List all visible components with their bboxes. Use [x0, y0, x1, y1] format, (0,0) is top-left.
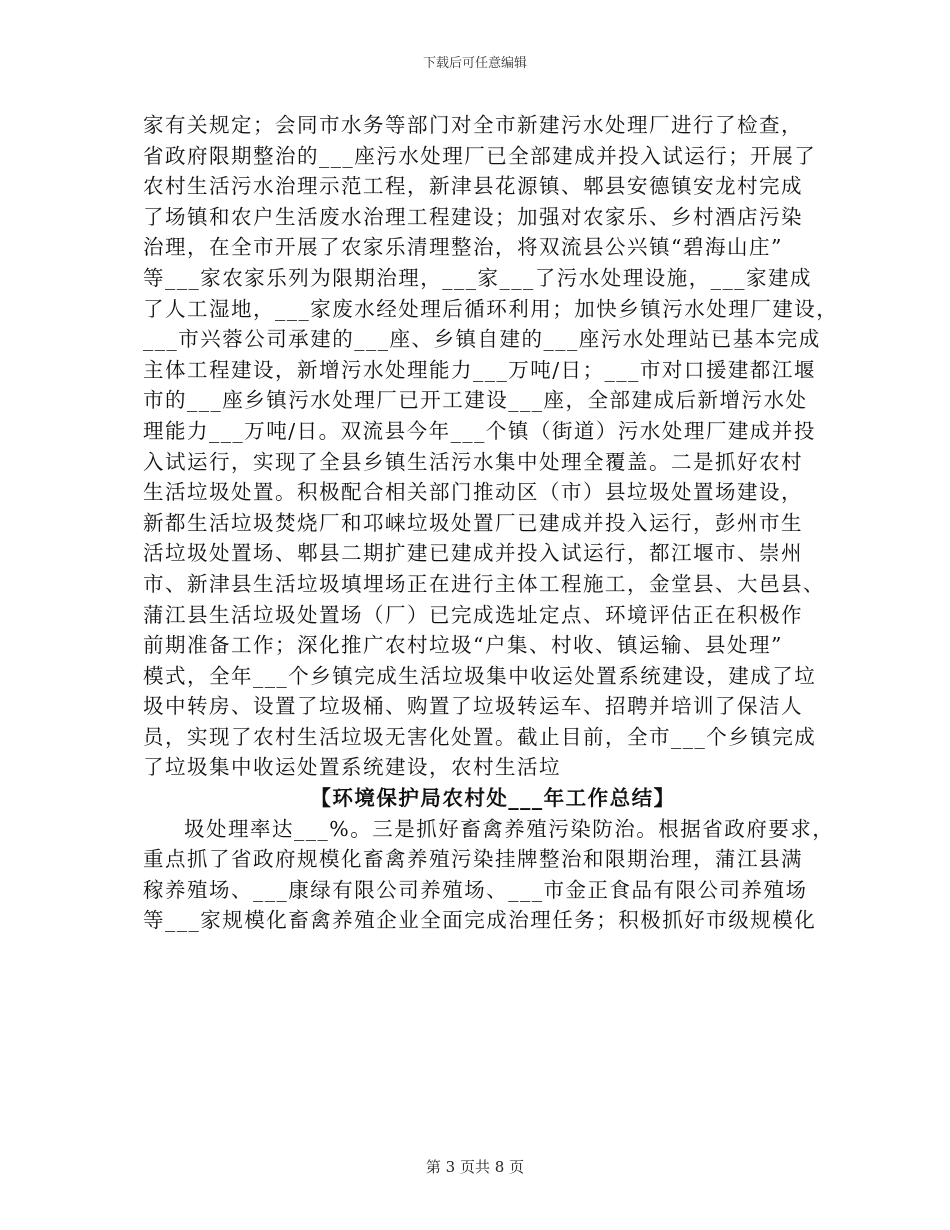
- body-line: 了垃圾集中收运处置系统建设，农村生活垃: [143, 755, 561, 780]
- page-header: 下载后可任意编辑: [422, 56, 527, 71]
- body-line: 入试运行，实现了全县乡镇生活污水集中处理全覆盖。二是抓好农村: [143, 449, 803, 474]
- body-line: 圾中转房、设置了垃圾桶、购置了垃圾转运车、招聘并培训了保洁人: [143, 694, 803, 719]
- body-line: 活垃圾处置场、郫县二期扩建已建成并投入试运行，都江堰市、崇州: [143, 541, 803, 566]
- page-footer: 第 3 页共 8 页: [425, 1158, 525, 1176]
- body-line: ___市兴蓉公司承建的___座、乡镇自建的___座污水处理站已基本完成: [143, 327, 821, 352]
- body-line: 农村生活污水治理示范工程，新津县花源镇、郫县安德镇安龙村完成: [143, 174, 803, 199]
- document-body: [143, 110, 839, 936]
- body-line: 圾处理率达___%。三是抓好畜禽养殖污染防治。根据省政府要求，: [184, 816, 835, 841]
- body-line: 员，实现了农村生活垃圾无害化处置。截止目前，全市___个乡镇完成: [143, 724, 817, 749]
- body-line: 了人工湿地，___家废水经处理后循环利用；加快乡镇污水处理厂建设，: [143, 296, 839, 321]
- body-line: 了场镇和农户生活废水治理工程建设；加强对农家乐、乡村酒店污染: [143, 204, 803, 229]
- body-line: 等___家规模化畜禽养殖企业全面完成治理任务；积极抓好市级规模化: [143, 908, 817, 933]
- body-line: 等___家农家乐列为限期治理，___家___了污水处理设施，___家建成: [143, 265, 812, 290]
- body-line: 生活垃圾处置。积极配合相关部门推动区（市）县垃圾处置场建设，: [143, 480, 803, 505]
- body-line: 市、新津县生活垃圾填埋场正在进行主体工程施工，金堂县、大邑县、: [143, 571, 825, 596]
- body-line: 重点抓了省政府规模化畜禽养殖污染挂牌整治和限期治理，蒲江县满: [143, 847, 803, 872]
- body-line: 新都生活垃圾焚烧厂和邛崃垃圾处置厂已建成并投入运行，彭州市生: [143, 510, 803, 535]
- section-heading: 【环境保护局农村处___年工作总结】: [310, 786, 676, 811]
- body-line: 模式，全年___个乡镇完成生活垃圾集中收运处置系统建设，建成了垃: [143, 663, 817, 688]
- body-line: 前期准备工作；深化推广农村垃圾“户集、村收、镇运输、县处理”: [143, 633, 783, 658]
- body-line: 市的___座乡镇污水处理厂已开工建设___座，全部建成后新增污水处: [143, 388, 808, 413]
- body-line: 家有关规定；会同市水务等部门对全市新建污水处理厂进行了检查，: [143, 113, 803, 137]
- body-line: 稼养殖场、___康绿有限公司养殖场、___市金正食品有限公司养殖场: [143, 877, 808, 902]
- body-line: 治理，在全市开展了农家乐清理整治，将双流县公兴镇“碧海山庄”: [143, 235, 783, 260]
- body-line: 蒲江县生活垃圾处置场（厂）已完成选址定点、环境评估正在积极作: [143, 602, 803, 627]
- body-line: 省政府限期整治的___座污水处理厂已全部建成并投入试运行；开展了: [143, 143, 817, 168]
- body-line: 主体工程建设，新增污水处理能力___万吨/日；___市对口援建都江堰: [143, 357, 816, 382]
- body-line: 理能力___万吨/日。双流县今年___个镇（街道）污水处理厂建成并投: [143, 418, 816, 443]
